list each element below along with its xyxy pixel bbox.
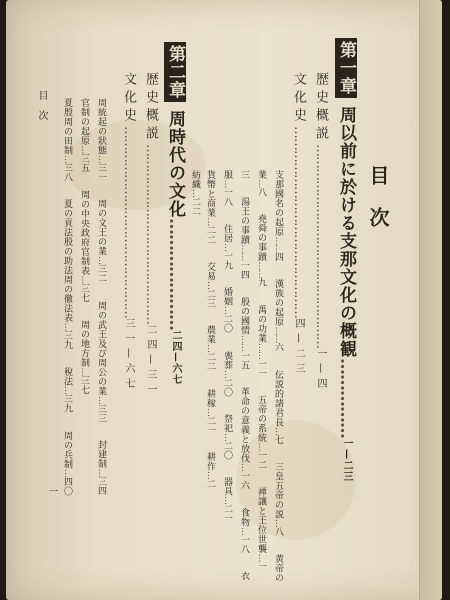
toc-entry: 耕稼…二一 <box>205 388 215 435</box>
chapter-2-page: 二四—六七 <box>170 330 181 385</box>
book-page <box>6 0 442 600</box>
toc-entry: 服…一八 <box>222 170 232 207</box>
chapter-1-history: 歴史概説……………………………………………一—四 <box>313 72 328 393</box>
toc-entry: 周統起の狀態…三一 <box>96 98 106 182</box>
toc-entry: 周の中央政府官制表…三七 <box>79 189 89 303</box>
toc-entry-row <box>190 170 199 230</box>
toc-entry: 周の地方制…三七 <box>79 319 89 395</box>
chapter-2-culture: 文化史…………………………………………三一—六七 <box>121 72 136 393</box>
chapter-2-title: 周時代の文化 <box>165 110 185 218</box>
toc-entry: 黄帝の <box>273 553 283 582</box>
toc-entry: 五帝の系統…一二 <box>256 395 266 470</box>
chapter-1-culture: 文化史…………………………………………四—二三 <box>291 72 306 378</box>
toc-entry: 住居…一九 <box>222 223 232 270</box>
history-label: 歴史概説 <box>313 72 328 144</box>
chapter-2-heading: 第二章周時代の文化…………………二四—六七 <box>166 42 183 385</box>
culture-label: 文化史 <box>291 72 306 126</box>
toc-entry: 紡織…二二 <box>190 170 200 216</box>
toc-entry: 禅讓と王位世襲…一 <box>256 487 266 571</box>
toc-entry: 交易…二三 <box>205 261 215 308</box>
chapter-1-heading: 第一章周以前に於ける支那文化の概観……………一—二三 <box>337 38 354 482</box>
toc-entry: 支那國名の起原……四 <box>273 170 283 262</box>
toc-entry: 夏殷周の田制…三八 <box>62 98 72 182</box>
toc-entry: 衣 <box>239 570 249 581</box>
toc-entry: 殷の國情……一五 <box>239 296 249 370</box>
culture-page: 四—二三 <box>293 318 304 378</box>
toc-entry-row <box>79 98 88 408</box>
toc-entry-row <box>239 170 248 594</box>
culture-page: 三一—六七 <box>123 318 134 393</box>
toc-entry: 業…八 <box>256 170 266 197</box>
toc-entry: 耕作…二 <box>205 452 215 489</box>
toc-entry: 伝説的諸君長…七 <box>273 369 283 445</box>
chapter-1-number: 第一章 <box>335 38 357 98</box>
chapter-2-history: 歴史概説………………………………………二四—三一 <box>143 72 158 399</box>
toc-entry: 堯舜の事蹟……九 <box>256 214 266 288</box>
toc-entry: 祭祀…二〇 <box>222 414 232 460</box>
toc-entry: 農業…二二 <box>205 325 215 372</box>
toc-entry: 革命の意義と放伐…一六 <box>239 387 249 491</box>
chapter-1-page: 一—二三 <box>341 438 352 482</box>
chapter-1-title: 周以前に於ける支那文化の概観 <box>336 106 356 358</box>
toc-entry: 稅法…三九 <box>62 367 72 414</box>
toc-entry: 周の武王及び周公の業…三三 <box>96 300 106 423</box>
page-title: 目次 <box>366 165 390 249</box>
toc-entry: 封建制…三四 <box>96 440 106 496</box>
culture-label: 文化史 <box>121 72 136 126</box>
toc-entry-row <box>273 170 282 596</box>
toc-entry: 食物…一八 <box>239 507 249 554</box>
history-label: 歴史概説 <box>143 72 158 144</box>
toc-entry-row <box>62 98 71 510</box>
toc-entry: 喪葬…二〇 <box>222 350 232 397</box>
toc-entry: 周の文王の業…三二 <box>96 199 106 284</box>
page-number: 一 <box>46 486 57 496</box>
running-head: 目次 <box>36 90 47 130</box>
toc-entry: 三 <box>239 170 249 180</box>
toc-entry: 禹の功業……一一 <box>256 304 266 378</box>
toc-entry: 器具…二一 <box>222 477 232 524</box>
toc-entry-row <box>256 170 265 585</box>
toc-entry-row <box>96 98 105 510</box>
toc-entry: 貨幣と商業…二二 <box>205 170 215 245</box>
chapter-2-number: 第二章 <box>164 42 186 102</box>
toc-entry: 三皇五帝の説…八 <box>273 461 283 537</box>
toc-entry: 漢族の起原……六 <box>273 279 283 353</box>
history-page: 二四—三一 <box>145 324 156 399</box>
toc-entry: 湯王の事蹟……一四 <box>239 196 249 280</box>
binding-edge <box>419 0 442 600</box>
toc-entry-row <box>205 170 214 503</box>
toc-entry: 婚姻…二〇 <box>222 287 232 334</box>
toc-entry: 官制の起原…三五 <box>79 98 89 173</box>
toc-entry-row <box>222 170 231 537</box>
toc-entry: 夏の貢法殷の助法周の徹法表…三九 <box>62 199 72 350</box>
history-page: 一—四 <box>315 348 326 393</box>
toc-entry: 周の兵制…四〇 <box>62 430 72 496</box>
